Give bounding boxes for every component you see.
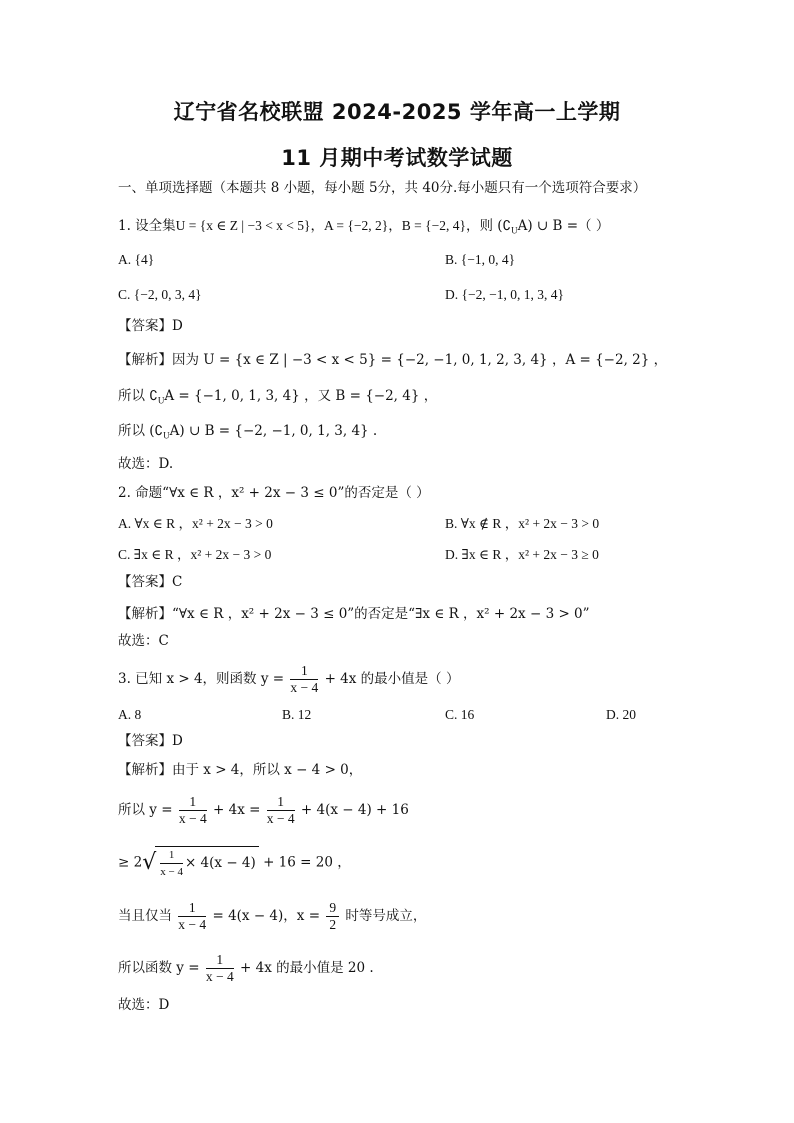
q2-option-d: D. ∃x ∈ R ，x² + 2x − 3 ≥ 0 (445, 547, 599, 562)
q3-option-d: D. 20 (606, 707, 636, 722)
q2-conclusion: 故选：C (118, 633, 169, 649)
q2-option-b: B. ∀x ∉ R ，x² + 2x − 3 > 0 (445, 516, 600, 531)
square-root: $\frac{1}{x - 4}$ × 4(x − 4) (155, 846, 259, 880)
q3-analysis-4: 当且仅当 $\frac{1}{x - 4}$ = 4(x − 4)，x = $\frac{9}{2}$ 时等号成立， (118, 900, 427, 932)
q3-answer: 【答案】D (118, 733, 183, 749)
q1-option-c: C. {−2, 0, 3, 4} (118, 287, 202, 302)
q2-answer: 【答案】C (118, 574, 183, 590)
q1-analysis-1: 【解析】因为 U = {x ∈ Z | −3 < x < 5} = {−2, −1, 0, 1, 2, 3, 4} ，A = {−2, 2} ， (118, 352, 668, 368)
q3-option-a: A. 8 (118, 707, 142, 722)
fraction: $\frac{1}{x - 4}$ (178, 794, 207, 826)
exam-title-line1: 辽宁省名校联盟 2024-2025 学年高一上学期 (173, 100, 621, 124)
set-b: B = {−2, 4} (401, 218, 466, 233)
fraction-1-over-x-minus-4: $\frac{1}{x - 4}$ (290, 663, 319, 695)
q1-analysis-2: 所以 $∁_UA = \{-1$, 0, 1, 3, 4} ，又 B = {−2, 4} ， (118, 388, 438, 406)
q1-option-b: B. {−1, 0, 4} (445, 252, 516, 267)
q2-analysis: 【解析】“∀x ∈ R ，x² + 2x − 3 ≤ 0”的否定是“∃x ∈ R ，x² + 2x − 3 > 0” (118, 606, 590, 622)
q1-option-d: D. {−2, −1, 0, 1, 3, 4} (445, 287, 564, 302)
q1-conclusion: 故选：D. (118, 456, 174, 472)
fraction: $\frac{1}{x - 4}$ (266, 794, 295, 826)
section-heading: 一、单项选择题（本题共 8 小题，每小题 5分，共 40分.每小题只有一个选项符合要求） (118, 180, 647, 196)
fraction-nine-halves: $\frac{9}{2}$ (326, 900, 339, 933)
q3-option-c: C. 16 (445, 707, 475, 722)
q1-answer: 【答案】D (118, 318, 183, 334)
q3-analysis-2: 所以 y = $\frac{1}{x - 4}$ + 4x = $\frac{1}{x - 4}$ + 4(x − 4) + 16 (118, 794, 409, 826)
question-2-stem: 2. 命题“∀x ∈ R ，x² + 2x − 3 ≤ 0”的否定是（ ） (118, 485, 430, 501)
q3-option-b: B. 12 (282, 707, 312, 722)
q1-option-a: A. {4} (118, 252, 155, 267)
set-a: A = {−2, 2} (324, 218, 389, 233)
q2-option-c: C. ∃x ∈ R ，x² + 2x − 3 > 0 (118, 547, 272, 562)
q3-analysis-5: 所以函数 y = $\frac{1}{x - 4}$ + 4x 的最小值是 20 . (118, 952, 374, 984)
set-u: U = {x ∈ Z | −3 < x < 5} (175, 218, 311, 233)
q3-analysis-3: ≥ 2√ $\frac{1}{x - 4}$ × 4(x − 4) + 16 = 20 ， (118, 846, 351, 880)
q3-conclusion: 故选：D (118, 997, 170, 1013)
exam-title-line2: 11 月期中考试数学试题 (281, 146, 513, 170)
fraction: $\frac{1}{x - 4}$ (178, 900, 207, 932)
q3-analysis-1: 【解析】由于 x > 4，所以 x − 4 > 0， (118, 762, 363, 778)
fraction: $\frac{1}{x - 4}$ (205, 952, 234, 984)
q2-option-a: A. ∀x ∈ R ，x² + 2x − 3 > 0 (118, 516, 273, 531)
question-3-stem: 3. 已知 x > 4，则函数 y = $\frac{1}{x - 4}$ + 4x 的最小值是（ ） (118, 663, 460, 695)
q1-analysis-3: 所以 $(∁_UA)$ ∪ B = {−2, −1, 0, 1, 3, 4} . (118, 423, 378, 441)
question-1-stem: 1. 设全集U = {x ∈ Z | −3 < x < 5}，A = {−2, 2}，B = {−2, 4}，则 $(∁_UA)$ ∪ B =（ ） (118, 218, 610, 236)
